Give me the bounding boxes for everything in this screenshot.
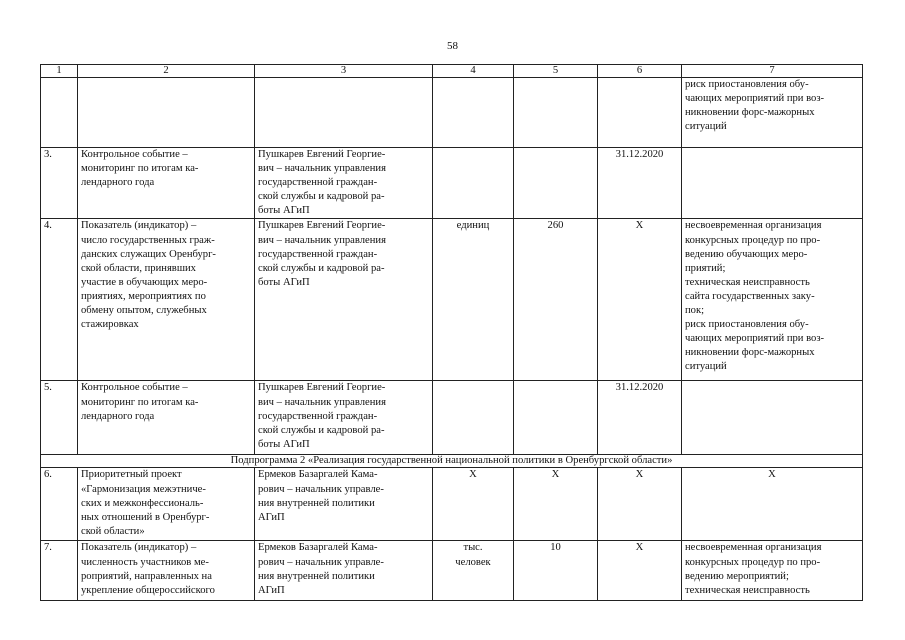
event-description: Контрольное событие – мониторинг по итогам ка- лендарного года [78,381,255,455]
row-number: 4. [41,219,78,381]
date-cell: 31.12.2020 [598,148,682,219]
value-cell: 260 [514,219,598,381]
page-number: 58 [447,40,458,52]
responsible-person: Пушкарев Евгений Георгие- вич – начальник управления государственной граждан- ской службы и кадровой ра- боты АГиП [255,148,433,219]
risk-cell: риск приостановления обу- чающих мероприятий при воз- никновении форс-мажорных ситуаций [682,78,863,148]
column-header: 1 [41,65,78,78]
responsible-person: Пушкарев Евгений Георгие- вич – начальник управления государственной граждан- ской службы и кадровой ра- боты АГиП [255,381,433,455]
value-cell [514,381,598,455]
table-row [41,78,863,148]
subprogram-row [41,455,863,468]
risk-cell: несвоевременная организация конкурсных процедур по про- ведению мероприятий; техническая неисправность [682,541,863,601]
column-header: 5 [514,65,598,78]
date-cell [598,78,682,148]
date-cell: 31.12.2020 [598,381,682,455]
table-row [41,381,863,455]
responsible-person: Ермеков Базаргалей Кама- рович – начальник управле- ния внутренней политики АГиП [255,541,433,601]
table-row [41,541,863,601]
column-header: 6 [598,65,682,78]
header-row [41,65,863,78]
unit-cell: единиц [433,219,514,381]
row-number: 3. [41,148,78,219]
event-description: Контрольное событие – мониторинг по итогам ка- лендарного года [78,148,255,219]
event-description: Приоритетный проект «Гармонизация межэтниче- ских и межконфессиональ- ных отношений в Оренбург- ской области» [78,468,255,541]
unit-cell: Х [433,468,514,541]
unit-cell: тыс. человек [433,541,514,601]
column-header: 2 [78,65,255,78]
risk-cell: Х [682,468,863,541]
row-number: 5. [41,381,78,455]
event-description: Показатель (индикатор) – число государственных граж- данских служащих Оренбург- ской области, принявших участие в обучающих меро- приятиях, мероприятиях по обмену опытом, служебных стажировках [78,219,255,381]
unit-cell [433,78,514,148]
date-cell: Х [598,219,682,381]
unit-cell [433,381,514,455]
measures-table [40,64,863,601]
event-description [78,78,255,148]
risk-cell [682,148,863,219]
unit-cell [433,148,514,219]
date-cell: Х [598,468,682,541]
event-description: Показатель (индикатор) – численность участников ме- роприятий, направленных на укрепление общероссийского [78,541,255,601]
row-number [41,78,78,148]
responsible-person: Ермеков Базаргалей Кама- рович – начальник управле- ния внутренней политики АГиП [255,468,433,541]
column-header: 3 [255,65,433,78]
responsible-person [255,78,433,148]
value-cell [514,78,598,148]
column-header: 7 [682,65,863,78]
risk-cell [682,381,863,455]
value-cell [514,148,598,219]
risk-cell: несвоевременная организация конкурсных процедур по про- ведению обучающих меро- приятий; техническая неисправность сайта государственных заку- пок; риск приостановления обу- чающих мероприятий при воз- никновении форс-мажорных ситуаций [682,219,863,381]
table-row [41,219,863,381]
responsible-person: Пушкарев Евгений Георгие- вич – начальник управления государственной граждан- ской службы и кадровой ра- боты АГиП [255,219,433,381]
value-cell: Х [514,468,598,541]
column-header: 4 [433,65,514,78]
date-cell: Х [598,541,682,601]
value-cell: 10 [514,541,598,601]
table-row [41,148,863,219]
subprogram-title: Подпрограмма 2 «Реализация государственной национальной политики в Оренбургской области» [41,455,863,468]
row-number: 7. [41,541,78,601]
table-row [41,468,863,541]
row-number: 6. [41,468,78,541]
